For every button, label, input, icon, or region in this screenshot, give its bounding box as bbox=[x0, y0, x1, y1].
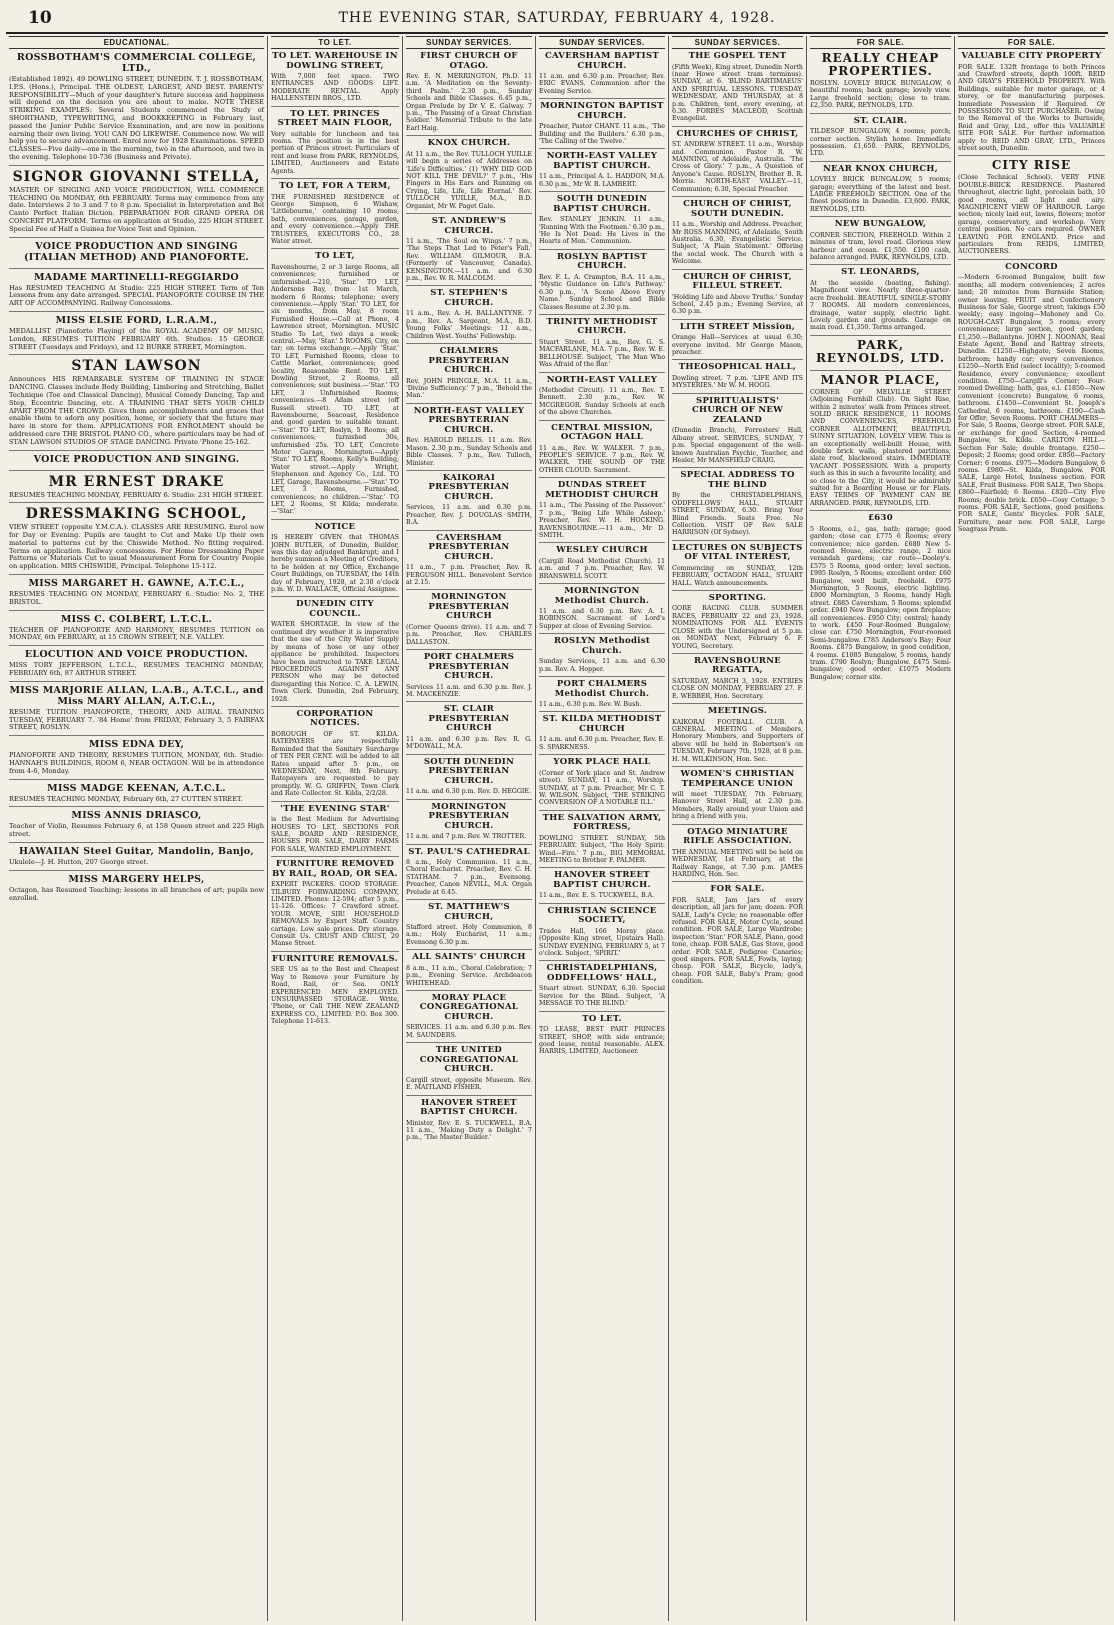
classified-ad bbox=[9, 614, 264, 647]
ad-body: At the seaside (boating, fishing). Magnificent view. Nearly three-quarter-acre freehold. BEAUTIFUL SINGLE-STORY 7 ROOMS. All modern conveniences, drainage, water supply, electric light. Lovely garden and grounds. Garage on main road. £1,350. Terms arranged. bbox=[810, 279, 951, 332]
ad-body: MASTER OF SINGING AND VOICE PRODUCTION, WILL COMMENCE TEACHING On MONDAY, 6th FEBRUARY. Terms may commence from any date. Interviews 2 to 3 and 7 to 8 p.m. Specialist in Interpretation and Bel Canto Perfect Italian Diction. PREPARATION FOR GRAND OPERA OR CONCERT PLATFORM. Terms on application at Studio, 225 HIGH STREET. Special Fee of Half a Guinea for Voice Test and Opinion. bbox=[9, 185, 264, 233]
classified-ad bbox=[810, 268, 951, 335]
ad-heading: THE GOSPEL TENT bbox=[688, 51, 787, 61]
ad-body: ROSLYN. LOVELY BRICK BUNGALOW, 6 beautiful rooms; back garage; lovely view. Large freehold section; close to tram. £2,350. PARK, REYNOLDS, LTD. bbox=[810, 80, 951, 110]
ad-heading: KNOX CHURCH. bbox=[427, 138, 511, 149]
classified-ad bbox=[406, 289, 532, 344]
newspaper-title: THE EVENING STAR, SATURDAY, FEBRUARY 4, 1928. bbox=[338, 10, 776, 26]
classified-ad bbox=[9, 506, 264, 575]
classified-ad bbox=[672, 885, 803, 988]
ad-heading: DRESSMAKING SCHOOL, bbox=[25, 506, 248, 523]
ad-heading: ST. KILDA METHODIST CHURCH bbox=[542, 714, 662, 734]
ad-body: (Established 1892). 49 DOWLING STREET, DUNEDIN. T. J. ROSSBOTHAM, I.P.S. (Hons.), Principal. THE OLDEST, LARGEST, AND BEST. PARENTS' RESPONSIBILITY—Much of your daughter's future success and happiness will depend on the decision you are about to make. NOTE THESE STRIKING EXAMPLES: Several Students commenced the Study of SHORTHAND, TYPEWRITING, and BOOKKEEPING in February last, passed the Junior Public Service Examination, and are now in positions earning their own living. YOU CAN DO LIKEWISE. Commence now. We will help you to secure advancement. Enrol now for 1928 Examinations. SPEED CLASSES—Five daily—one in the morning, two in the afternoon, and two in the evening. Telephone 10-736 (Business and Private). bbox=[9, 75, 264, 161]
ad-heading: TO LET. PRINCES STREET MAIN FLOOR, bbox=[277, 108, 393, 129]
classified-ad bbox=[672, 770, 803, 825]
ad-body: 11 a.m. and 6.30 p.m. Rev. D. HEGGIE. bbox=[406, 788, 531, 796]
ad-heading: VALUABLE CITY PROPERTY bbox=[961, 51, 1102, 61]
ad-body: (Corner Queens drive). 11 a.m. and 7 p.m. Preacher, Rev. CHARLES DALLASTON. bbox=[406, 623, 532, 646]
classified-ad bbox=[672, 471, 803, 540]
classified-ad bbox=[672, 273, 803, 320]
classified-ad bbox=[539, 318, 665, 373]
ad-body: RESUMES TEACHING ON MONDAY, FEBRUARY 6. Studio: No. 2, THE BRISTOL. bbox=[9, 590, 264, 606]
classified-ad bbox=[271, 955, 399, 1029]
classified-ad bbox=[406, 803, 532, 845]
ad-heading: DUNDAS STREET METHODIST CHURCH bbox=[545, 480, 659, 500]
ad-body: 11 a.m. and 6.30 p.m. Rev. A. I. ROBINSON. Sacrament of Lord's Supper at close of Evening Service. bbox=[539, 608, 665, 630]
ad-body: PIANOFORTE AND THEORY, RESUMES TUITION, MONDAY, 6th. Studio: HANNAH'S BUILDINGS, ROOM 6, NEAR OCTAGON. Will be in attendance from 4-6, Monday. bbox=[9, 751, 264, 775]
classified-ad bbox=[406, 758, 532, 800]
column-heading: SUNDAY SERVICES. bbox=[672, 36, 803, 49]
ad-heading: CITY RISE bbox=[991, 158, 1072, 173]
classified-ad bbox=[271, 110, 399, 179]
ad-heading: MR ERNEST DRAKE bbox=[48, 473, 225, 490]
ad-heading: HANOVER STREET BAPTIST CHURCH. bbox=[553, 870, 651, 890]
ad-body: Orange Hall—Services at usual 6.30; everyone invited. Mr George Mason, preacher. bbox=[672, 334, 803, 357]
classified-ad bbox=[9, 846, 264, 871]
ad-heading: MANOR PLACE, bbox=[820, 372, 941, 387]
classified-ad bbox=[672, 707, 803, 767]
ad-body: Stuart street. SUNDAY, 6.30. Special Service for the Blind. Subject, 'A MESSAGE TO THE BLIND.' bbox=[539, 985, 665, 1008]
ad-heading: TO LET. WAREHOUSE IN DOWLING STREET, bbox=[272, 51, 398, 71]
ad-body: (Methodist Circuit). 11 a.m., Rev. T. Bennett. 2.30 p.m., Rev. W. MCGREGOR. Sunday Schools at each of the above Churches. bbox=[539, 387, 665, 417]
column-sunday-services-2 bbox=[536, 36, 669, 1621]
ad-body: FOR SALE. 132ft frontage to both Princes and Crawford streets, depth 100ft. REID AND GRAY'S FREEHOLD PROPERTY. With Buildings, suitable for motor garage, or 4 storey, or for manufacturing purposes. Immediate Possession if Required. Or POSSESSION TO SUIT PURCHASER. Owing to the Removal of the Works to Burnside, Reid and Gray, Ltd., offer this VALUABLE SITE FOR SALE. For further information apply to REID AND GRAY, LTD., Princes street south, Dunedin. bbox=[958, 63, 1105, 152]
ad-heading: REALLY CHEAP PROPERTIES. bbox=[821, 51, 940, 78]
ad-body: MISS TORY JEFFERSON, L.T.C.L., RESUMES TEACHING MONDAY, FEBRUARY 6th, 87 ARTHUR STREET. bbox=[9, 661, 264, 678]
ad-heading: SPIRITUALISTS' CHURCH OF NEW ZEALAND bbox=[691, 395, 784, 425]
ad-heading: MORNINGTON BAPTIST CHURCH. bbox=[540, 101, 664, 121]
ad-heading: HANOVER STREET BAPTIST CHURCH. bbox=[420, 1097, 518, 1118]
ad-body: (Fifth Week), King street, Dunedin North (near Howe street tram terminus). SUNDAY, at 6. 'BLIND BARTIMAEUS' AND SPIRITUAL LESSONS. TUESDAY, WEDNESDAY, AND THURSDAY, at 8 p.m. Children, tent, every evening, at 6.30. FORBES MACLEOD, Scottish Evangelist. bbox=[672, 63, 803, 123]
ad-body: Octagon, has Resumed Teaching; lessons in all branches of art; pupils now enrolled. bbox=[9, 885, 264, 902]
ad-heading: ST. PAUL'S CATHEDRAL bbox=[408, 846, 530, 857]
classified-ad bbox=[271, 860, 399, 952]
classified-ad bbox=[9, 272, 264, 312]
ad-body: Commencing on SUNDAY, 12th FEBRUARY, OCTAGON HALL, STUART HALL. Watch announcements. bbox=[672, 564, 803, 587]
ad-body: GORE RACING CLUB. SUMMER RACES, FEBRUARY 22 and 23, 1928. NOMINATIONS FOR ALL EVENTS CLOSE with the Undersigned at 5 p.m. on MONDAY Next, February 6. F. YOUNG, Secretary. bbox=[672, 605, 803, 650]
ad-body: RESUMES TEACHING MONDAY, FEBRUARY 6. Studio: 231 HIGH STREET. bbox=[9, 490, 264, 499]
ad-heading: CHURCH OF CHRIST, FILLEUL STREET. bbox=[683, 271, 792, 292]
ad-body: Services 11 a.m. and 6.30 p.m. Rev. J. M. MACKENZIE. bbox=[406, 683, 532, 698]
classified-ad bbox=[406, 534, 532, 591]
ad-heading: TO LET. bbox=[582, 1013, 622, 1024]
ad-body: EXPERT PACKERS. GOOD STORAGE. TILBURY FORWARDING COMPANY, LIMITED. Phones: 12-594; after 5 p.m., 11-126. Offices: 7 Crawford street. YOUR MOVE, SIR! HOUSEHOLD REMOVALS by Expert Staff. Country cartage. Low sale prices. Dry storage. Consult Us. CRUST AND CRUST, 20 Manse Street. bbox=[271, 881, 399, 948]
ad-body: VIEW STREET (opposite Y.M.C.A.). CLASSES ARE RESUMING. Enrol now for Day or Evening. Pupils are taught to Cut and Make Up their own material to patterns cut by the Chiswide Method. No fitting required. Terms on application. Railway concessions. For Home Dressmaking Paper Patterns or Materials Cut to usual Measurement Form for Country People on application. MRS CHISWIDE, Principal. Telephone 15-112. bbox=[9, 523, 264, 571]
ad-heading: MADAME MARTINELLI-REGGIARDO bbox=[33, 271, 240, 283]
ad-heading: SPECIAL ADDRESS TO THE BLIND bbox=[680, 470, 795, 490]
classified-ad bbox=[9, 810, 264, 843]
ad-heading: DUNEDIN CITY COUNCIL. bbox=[296, 599, 374, 619]
classified-ad bbox=[406, 994, 532, 1043]
classified-ad bbox=[958, 263, 1105, 537]
ad-heading: THE SALVATION ARMY, FORTRESS, bbox=[542, 812, 662, 833]
classified-ad bbox=[672, 544, 803, 591]
classified-ad bbox=[406, 474, 532, 531]
ad-body: (Corner of York place and St. Andrew street). SUNDAY, 11 a.m., Worship. SUNDAY, at 7 p.m. Preacher, Mr C. T. W. WILSON. Subject, 'THE STRIKING CONVERSION OF A NOTABLE ILL.' bbox=[539, 769, 665, 807]
ad-heading: YORK PLACE HALL bbox=[553, 757, 651, 768]
classified-ad bbox=[958, 52, 1105, 156]
classified-ad bbox=[406, 139, 532, 214]
ad-heading: ST. STEPHEN'S CHURCH. bbox=[430, 288, 508, 308]
ad-body: —Modern 6-roomed Bungalow, built few months; all modern conveniences; 2 acres land; 20 minutes from Burnside Station; owner leaving. FRUIT and Confectionery Business for Sale, George street; takings £50 weekly; easy ingoing—Mahoney and Co. ROUGH-CAST Bungalow, 5 rooms; every convenience; large section, good garden; £1,250.—Ballantyne. JOHN J. NOONAN, Real Estate Agent, Bond and Rattray streets, Dunedin. £1250—Highgate; Seven Rooms, bathroom; handy car; every convenience. £1250—North End (select locality); 5-roomed Residence, every convenience; excellent condition. £750—Cargill's Corner; Four-roomed Dwelling; bath, gas, e.l. £1850—New convenient (concrete) Bungalow, 6 rooms, bathroom. £1450—Convenient St. Joseph's Cathedral, 6 rooms, bathroom. £190—Cash for Offer; Seven Rooms. PORT CHALMERS—For Sale, 5 Rooms, George street. FOR SALE, or exchange for good Section, 4-roomed Bungalow, St. Kilda. CARLTON HILL—Section For Sale; double frontage. £250—Deposit; 2 Rooms; good order. £850—Factory Corner; 6 rooms. £975—Modern Bungalow, 6 rooms. £980—St. Kilda, Bungalow. FOR SALE, Large Hotel, business section. FOR SALE, Fruit Business. FOR SALE, Two Shops. £860—Fairfield; 6 Rooms. £820—City Five Rooms; double brick. £650—Cosy Cottage; 5 rooms. FOR SALE, Sections, good positions. FOR SALE, Gents' Bicycles. FOR SALE, Furniture, near new. FOR SALE, Large Seagrass Pram. bbox=[958, 274, 1105, 534]
ad-heading: PARK, REYNOLDS, LTD. bbox=[815, 337, 946, 365]
ad-body: 11 a.m., 7 p.m. Preacher, Rev. R. FERGUSON HILL. Benevolent Service at 2.15. bbox=[406, 564, 532, 586]
ad-body: Minister, Rev. E. S. TUCKWELL, B.A. 11 a.m., 'Making Duty a Delight.' 7 p.m., 'The Master Builder.' bbox=[406, 1119, 532, 1142]
classified-ad bbox=[539, 195, 665, 250]
ad-body: (Cargill Road Methodist Church). 11 a.m. and 7 p.m. Preacher, Rev. W. BRANSWELL SCOTT. bbox=[539, 557, 665, 580]
ad-body: (Dunedin Branch), Forresters' Hall, Albany street. SERVICES, SUNDAY, 7 p.m. Special engagement of the well-known Australian Psychic, Teacher, and Healer, Mr MANSFIELD CRAIG. bbox=[672, 427, 803, 464]
classified-ad bbox=[810, 165, 951, 218]
column-sunday-services-1 bbox=[403, 36, 536, 1621]
classified-ad bbox=[406, 52, 532, 136]
ad-body: 11 a.m., Rev. E. S. TUCKWELL, B.A. bbox=[539, 892, 655, 900]
classified-ad bbox=[539, 253, 665, 315]
ad-body: FOR SALE, Jam Jars of every description, all jars for jam; dozen. FOR SALE, Lady's Cycle; no reasonable offer refused. FOR SALE, Motor Cycle, sound condition. FOR SALE, Large Wardrobe; inspection 'Star.' FOR SALE, Piano, good tone, cheap. FOR SALE, Gas Stove, good order. FOR SALE, Pedigree Canaries; good singers. FOR SALE, Fowls, laying; cheap. FOR SALE, Bicycle, lady's, cheap. FOR SALE, Baby's Pram; good condition. bbox=[672, 896, 803, 986]
column-educational bbox=[6, 36, 268, 1621]
classified-ad bbox=[539, 587, 665, 634]
ad-heading: SIGNOR GIOVANNI STELLA, bbox=[12, 168, 261, 185]
classified-ad bbox=[9, 874, 264, 906]
ad-heading: ST. CLAIR PRESBYTERIAN CHURCH bbox=[428, 704, 510, 734]
classified-ad bbox=[271, 710, 399, 802]
ad-body: Rev. STANLEY JENKIN. 11 a.m., 'Running With the Footmen.' 6.30 p.m., 'He Is Not Dead: He Lives in the Hearts of Men.' Communion. bbox=[539, 216, 665, 246]
ad-heading: ST. MATTHEW'S CHURCH, bbox=[428, 902, 510, 922]
classified-ad bbox=[539, 52, 665, 99]
classified-ad bbox=[9, 649, 264, 682]
ad-heading: SOUTH DUNEDIN BAPTIST CHURCH. bbox=[553, 194, 651, 214]
classified-ad bbox=[810, 374, 951, 512]
ad-heading: STAN LAWSON bbox=[71, 358, 202, 375]
ad-heading: CHRISTADELPHIANS, ODDFELLOWS' HALL, bbox=[546, 963, 658, 983]
ad-body: THE FURNISHED RESIDENCE of George Simpson, 6 Wishaw, 'Littlebourne,' containing 10 rooms, bath, conveniences, garage, garden, and every convenience.—Apply THE TRUSTEES, EXECUTORS CO., 28 Water street. bbox=[271, 193, 399, 245]
classified-ad bbox=[539, 814, 665, 869]
ad-heading: ST. CLAIR. bbox=[853, 115, 908, 126]
classified-ad bbox=[810, 514, 951, 684]
ad-body: 11 a.m., 'The Passing of the Passover.' 7 p.m., 'Being Life While Asleep.' Preacher, Rev. W. H. HOCKING. RAVENSBOURNE.—11 a.m., Mr D. SMITH. bbox=[539, 502, 665, 539]
ad-heading: CHALMERS PRESBYTERIAN CHURCH. bbox=[428, 346, 510, 376]
ad-heading: PORT CHALMERS Methodist Church. bbox=[554, 679, 650, 699]
classified-ad bbox=[539, 871, 665, 903]
ad-body: Ravensbourne, 2 or 3 large Rooms, all conveniences; furnished or unfurnished.—210, 'Star.' TO LET, Andersons Bay, from 1st March, modern 6 Rooms; telephone; every convenience.—Apply 'Star.' TO LET, for six months, from May, 8 room Furnished House.—Call at Phone, 4 Lawrence street, Mornington. MUSIC Studio To Let, two days a week; central.—May, 'Star.' 5 ROOMS, City, on tar; on terms exchange.—Apply 'Star.' TO LET, Furnished Rooms, close to Cattle Market, conveniences; good locality, Reasonable Rent. TO LET, Dowling Street, 2 Rooms, all conveniences; suit business.—'Star.' TO LET, 3 Unfurnished Rooms; conveniences.—8 Adam street (off Russell street). TO LET, at Ravensbourne, Seacoast, Residence and good garden to suitable tenant.—'Star.' TO LET, Roslyn, 5 Rooms; all conveniences; furnished 30s, unfurnished 25s. TO LET, Concrete Motor Garage, Mornington.—Apply 'Star.' TO LET, Rooms, Kelly's Building, Water street.—Apply Wright, Stephenson and Agency Co., Ltd. TO LET, Garage, Ravensbourne.—'Star.' TO LET, 3 Rooms, Furnished, conveniences; no children.—'Star.' TO LET, 2 Rooms, St Kilda; moderate.—'Star.' bbox=[271, 263, 399, 516]
ad-heading: MISS EDNA DEY, bbox=[88, 739, 185, 751]
ad-heading: KAIKORAI PRESBYTERIAN CHURCH. bbox=[428, 472, 510, 502]
ad-heading: MORNINGTON PRESBYTERIAN CHURCH bbox=[428, 592, 510, 622]
ad-heading: CENTRAL MISSION, OCTAGON HALL bbox=[551, 422, 653, 443]
ad-heading: NEAR KNOX CHURCH, bbox=[823, 163, 938, 174]
classified-ad bbox=[271, 805, 399, 858]
classified-ad bbox=[9, 739, 264, 779]
ad-body: 11 a.m. and 6.30 p.m. Preacher, Rev. ERIC EVANS. Communion after the Evening Service. bbox=[539, 73, 665, 95]
column-heading: FOR SALE. bbox=[958, 36, 1105, 49]
column-heading: EDUCATIONAL. bbox=[9, 36, 264, 49]
classified-ad bbox=[9, 474, 264, 504]
ad-body: Services, 11 a.m. and 6.30 p.m. Preacher, Rev. J. DOUGLAS SMITH, B.A. bbox=[406, 504, 532, 527]
ad-body: IS HEREBY GIVEN that THOMAS JOHN BUTLER, of Dunedin, Builder, was this day adjudged Bankrupt; and I hereby summon a Meeting of Creditors, to be holden at my Office, Exchange Court Buildings, on TUESDAY, the 14th day of February, 1928, at 2.30 o'clock p.m. W. D. WALLACE, Official Assignee. bbox=[271, 534, 399, 594]
ad-body: Preacher, Pastor CHANT. 11 a.m., 'The Building and the Builders.' 6.30 p.m., 'The Calling of the Twelve.' bbox=[539, 123, 665, 146]
ad-heading: NORTH-EAST VALLEY BAPTIST CHURCH. bbox=[546, 151, 658, 171]
ad-body: Has RESUMED TEACHING At Studio: 225 HIGH STREET. Term of Ten Lessons from any date arranged. SPECIAL PIANOFORTE COURSE IN THE ART OF ACCOMPANYING. Railway Concessions. bbox=[9, 283, 264, 308]
ad-heading: VOICE PRODUCTION AND SINGING (ITALIAN METHOD) AND PIANOFORTE. bbox=[24, 240, 249, 263]
classified-ad bbox=[672, 323, 803, 361]
ad-body: Rev. F. L. A. Crampton, B.A. 11 a.m., 'Mystic Guidance on Life's Pathway.' 6.30 p.m., 'A Scene Above Every Name.' Sunday School and Bible Classes Resume at 2.30 p.m. bbox=[539, 273, 665, 311]
ad-heading: LECTURES ON SUBJECTS OF VITAL INTEREST, bbox=[672, 542, 803, 563]
ad-body: (Close Technical School). VERY FINE DOUBLE-BRICK RESIDENCE. Plastered throughout, electric light, porcelain bath, 10 good rooms, all light and airy. MAGNIFICENT VIEW OF HARBOUR. Large section; nicely laid out, lawns, flowers; motor garage, conservatory, and workshop. Very central position. No cars required. OWNER LEAVING FOR ENGLAND. Price and particulars from REIDS, LIMITED, AUCTIONEERS. bbox=[958, 174, 1105, 256]
ad-heading: ELOCUTION AND VOICE PRODUCTION. bbox=[24, 649, 249, 661]
ad-body: RESUMES TEACHING MONDAY, February 6th, 27 CUTTEN STREET. bbox=[9, 794, 243, 803]
column-for-sale-1 bbox=[807, 36, 955, 1621]
ad-body: TILDESOF BUNGALOW, 4 rooms; porch; corner section. Stylish home. Immediate possession. £1,650. PARK, REYNOLDS, LTD. bbox=[810, 128, 951, 158]
ad-heading: MORNINGTON PRESBYTERIAN CHURCH. bbox=[428, 801, 510, 831]
ad-body: SATURDAY, MARCH 3, 1928. ENTRIES CLOSE ON MONDAY, FEBRUARY 27. F. E. WEBBER, Hon. Secretary. bbox=[672, 677, 803, 700]
ad-heading: 'THE EVENING STAR' bbox=[280, 803, 390, 814]
classified-ad bbox=[672, 363, 803, 393]
ad-body: Announces HIS REMARKABLE SYSTEM OF TRAINING IN STAGE DANCING. Classes include Body Building, Limbering and Stretching, Ballet Technique (Toe and Classical Dancing), Musical Comedy Dancing, Tap and Step, Eccentric Dancing, etc. A TRAINING THAT SETS YOUR CHILD APART FROM THE CROWD. Gives them accomplishments and graces that enable them to adorn any position, home, or society that the future may have in store for them. APPLICATIONS FOR ENROLMENT should be addressed care THE BRISTOL PIANO CO., where particulars may be had of STAN LAWSON STUDIOS OF STAGE DANCING. Private 'Phone 25-162. bbox=[9, 375, 264, 446]
classified-ad bbox=[810, 52, 951, 114]
classified-ad bbox=[406, 705, 532, 754]
ad-body: SERVICES. 11 a.m. and 6.30 p.m. Rev. M. SAUNDERS. bbox=[406, 1024, 532, 1039]
ad-body: ST. ANDREW STREET. 11 a.m., Worship and Communion. Pastor R. W. MANNING, of Adelaide, Australia. 'The Cross of Glory.' 7 p.m., A Question of Anyone's Cause. ROSLYN, Brother B. R. Morris. NORTH-EAST VALLEY.—11, Communion; 6.30, Special Preacher. bbox=[672, 141, 803, 193]
classified-ad bbox=[406, 848, 532, 901]
ad-heading: FURNITURE REMOVED BY RAIL, ROAD, OR SEA. bbox=[272, 859, 398, 879]
ad-body: RESUME TUITION PIANOFORTE, THEORY, AND AURAL TRAINING TUESDAY, FEBRUARY 7. '84 Home' from FRIDAY, February 3, 5 FAIRFAX STREET, ROSLYN. bbox=[9, 707, 264, 732]
ad-body: 8 a.m., Holy Communion. 11 a.m., Choral Eucharist. Preacher, Rev. C. H. STATHAM. 7 p.m., Evensong. Preacher, Canon NEVILL, M.A. Organ Prelude at 6.45. bbox=[406, 859, 532, 896]
ad-body: By the CHRISTADELPHIANS, ODDFELLOWS' HALL, STUART STREET, SUNDAY, 6.30. Bring Your Blind Friends. Seats Free. No Collection. VISIT OF Rev. SALE HARRISON (Of Sydney). bbox=[672, 492, 803, 537]
classified-ad bbox=[539, 964, 665, 1011]
ad-body: Rev. HAROLD BELLIS. 11 a.m. Rev. Mason. 2.30 p.m., Sunday Schools and Bible Classes. 7 p.m., Rev. Tulloch, Minister. bbox=[406, 437, 532, 467]
classified-ad bbox=[672, 397, 803, 469]
classified-ad bbox=[9, 578, 264, 611]
columns-container bbox=[6, 36, 1108, 1621]
ad-heading: FURNITURE REMOVALS. bbox=[272, 953, 398, 964]
ad-heading: HAWAIIAN Steel Guitar, Mandolin, Banjo, bbox=[18, 846, 255, 858]
classified-ad bbox=[406, 217, 532, 286]
ad-body: will meet TUESDAY, 7th February, Hanover Street Hall, at 2.30 p.m. Members, Rally around your Union and bring a friend with you. bbox=[672, 791, 803, 821]
classified-ad bbox=[810, 117, 951, 162]
classified-ad bbox=[9, 454, 264, 471]
ad-heading: PORT CHALMERS PRESBYTERIAN CHURCH. bbox=[423, 652, 515, 682]
classified-ad bbox=[9, 241, 264, 269]
ad-heading: NORTH-EAST VALLEY bbox=[546, 374, 658, 385]
column-heading: SUNDAY SERVICES. bbox=[539, 36, 665, 49]
classified-ad bbox=[672, 594, 803, 654]
ad-body: Sunday Services, 11 a.m. and 6.30 p.m. Rev. A. Hopper. bbox=[539, 658, 665, 673]
ad-heading: ALL SAINTS' CHURCH bbox=[412, 952, 526, 963]
classified-ad bbox=[810, 220, 951, 265]
column-heading: FOR SALE. bbox=[810, 36, 951, 49]
column-sunday-services-3 bbox=[669, 36, 807, 1621]
classified-ad bbox=[539, 907, 665, 962]
ad-body: 11 a.m., Rev. A. H. BALLANTYNE. 7 p.m., Rev. A. Sargeant, M.A., B.D. Young Folks' Meetings: 11 a.m., Children West. Youths' Fellowship. bbox=[406, 310, 532, 340]
ad-heading: TO LET, bbox=[315, 251, 355, 262]
classified-ad bbox=[539, 481, 665, 543]
ad-body: Trades Hall, 166 Moray place. (Opposite King street, Upstairs Hall). SUNDAY EVENING, FEBRUARY 5, at 7 o'clock. Subject, 'SPIRIT.' bbox=[539, 927, 665, 958]
ad-heading: £630 bbox=[868, 513, 893, 524]
classified-ad bbox=[406, 953, 532, 991]
ad-heading: MISS MARGERY HELPS, bbox=[68, 873, 205, 885]
ad-heading: MORAY PLACE CONGREGATIONAL CHURCH. bbox=[419, 992, 519, 1022]
ad-body: 11 a.m., Rev. W. WALKER. 7 p.m., PEOPLE'S SERVICE. 7 p.m., Rev. W. WALKER. THE SOUND OF THE OTHER CLOUD. Sacrament. bbox=[539, 444, 665, 474]
classified-ad bbox=[958, 159, 1105, 259]
classified-ad bbox=[9, 52, 264, 166]
classified-ad bbox=[9, 358, 264, 450]
classified-ad bbox=[672, 200, 803, 269]
ad-body: MEDALLIST (Pianoforte Playing) of the ROYAL ACADEMY OF MUSIC, London, RESUMES TUITION FEBRUARY 6th. Studios: 15 GEORGE STREET (Tuesdays and Fridays), and 12 BURKE STREET, Mornington. bbox=[9, 326, 264, 351]
ad-heading: CONCORD bbox=[1005, 261, 1058, 272]
ad-heading: MEETINGS. bbox=[707, 706, 768, 717]
ad-heading: CORPORATION NOTICES. bbox=[296, 708, 374, 729]
classified-ad bbox=[672, 657, 803, 704]
classified-ad bbox=[539, 152, 665, 192]
ad-body: Cargill street, opposite Museum. Rev. E. MAITLAND FISHER. bbox=[406, 1076, 532, 1092]
ad-heading: SOUTH DUNEDIN PRESBYTERIAN CHURCH. bbox=[423, 756, 515, 786]
classified-ad bbox=[539, 637, 665, 677]
ad-body: LOVELY BRICK BUNGALOW, 5 rooms; garage; everything of the latest and best. LARGE FREEHOLD SECTION. One of the finest positions in Dunedin. £3,600. PARK, REYNOLDS, LTD. bbox=[810, 176, 951, 213]
column-heading: SUNDAY SERVICES. bbox=[406, 36, 532, 49]
classified-ad bbox=[672, 130, 803, 197]
ad-body: Rev. JOHN PRINGLE, M.A. 11 a.m., 'Divine Sufficiency.' 7 p.m., 'Behold the Man.' bbox=[406, 377, 532, 400]
ad-body: CORNER OF MELVILLE STREET (Adjoining Fernhill Club). On Sight Rise, within 2 minutes' walk from Princes street. SOLID BRICK RESIDENCE, 11 ROOMS AND CONVENIENCES, FREEHOLD CORNER ALLOTMENT, BEAUTIFUL SUNNY SITUATION, LOVELY VIEW. This is an exceptionally well-built House, with double brick walls, plastered partitions, slate roof, blackwood stairs. IMMEDIATE VACANT POSSESSION. With a property such as this in such a favourite locality, and so close to the City, it would be admirably suited for a Boarding House or for Flats. EASY TERMS OF PAYMENT CAN BE ARRANGED. PARK, REYNOLDS, LTD. bbox=[810, 388, 951, 507]
classified-ad bbox=[539, 546, 665, 584]
masthead bbox=[6, 8, 1108, 34]
ad-heading: ST. ANDREW'S CHURCH. bbox=[431, 216, 507, 236]
column-for-sale-2 bbox=[955, 36, 1108, 1621]
ad-heading: WESLEY CHURCH bbox=[556, 545, 648, 556]
ad-body: 5 Rooms, e.l., gas, bath; garage; good garden; close car. £775 6 Rooms; every convenience; nice garden. £680 New 5-roomed House, electric range, 2 nice verandah gardens; car route—Dooley's. £575 5 Rooms, good order; level section. £995 Roslyn, 5 Rooms; excellent order. £60 Bungalow, well built, freehold. £975 Mornington, 5 Rooms, electric lighting. £800 Mornington, 5 Rooms, handy High street. £885 Caversham, 5 Rooms; splendid order. £940 New Bungalow; open fireplace; all conveniences. £950 City; central; handy to work. £450 Four-Roomed Bungalow; close car. £750 Mornington, Four-roomed Semi-bungalow. £785 Anderson's Bay; Four Rooms. £875 Bungalow, in good condition, 4 rooms. £1085 Bungalow, 5 rooms, handy tram. £790 Roslyn; Bungalow. £475 Semi-bungalow; good order. £1075 Modern Bungalow; corner site. bbox=[810, 525, 951, 681]
ad-body: 8 a.m., 11 a.m., Choral Celebration; 7 p.m., Evening Service. Archdeacon WHITEHEAD. bbox=[406, 964, 532, 987]
column-heading: TO LET. bbox=[271, 36, 399, 49]
classified-ad bbox=[406, 653, 532, 702]
ad-heading: TO LET, FOR A TERM, bbox=[279, 181, 391, 192]
ad-heading: SPORTING. bbox=[708, 592, 767, 603]
ad-heading: MORNINGTON Methodist Church. bbox=[554, 586, 650, 606]
ad-body: Teacher of Violin, Resumes February 6, at 158 Queen street and 225 High street. bbox=[9, 822, 264, 839]
classified-ad bbox=[539, 102, 665, 149]
ad-heading: RAVENSBOURNE REGATTA, bbox=[693, 655, 782, 676]
classified-ad bbox=[810, 339, 951, 371]
ad-heading: CAVERSHAM PRESBYTERIAN CHURCH. bbox=[428, 532, 510, 562]
ad-body: 11 a.m. and 7 p.m. Rev. W. TROTTER. bbox=[406, 833, 527, 841]
classified-ad bbox=[271, 600, 399, 706]
classified-ad bbox=[271, 52, 399, 107]
classified-ad bbox=[539, 1015, 665, 1059]
ad-body: Stafford street. Holy Communion, 8 a.m.; Holy Eucharist, 11 a.m.; Evensong 6.30 p.m. bbox=[406, 924, 532, 946]
ad-heading: CHRISTIAN SCIENCE SOCIETY, bbox=[547, 905, 657, 926]
ad-body: 11 a.m. and 6.30 p.m. Rev. R. G. M'DOWALL, M.A. bbox=[406, 735, 532, 751]
ad-heading: ROSLYN Methodist Church. bbox=[553, 636, 651, 656]
ad-heading: MISS C. COLBERT, L.T.C.L. bbox=[60, 613, 213, 625]
column-to-let bbox=[268, 36, 403, 1621]
classified-ad bbox=[539, 758, 665, 811]
ad-heading: VOICE PRODUCTION AND SINGING. bbox=[33, 453, 240, 465]
ad-heading: NORTH-EAST VALLEY PRESBYTERIAN CHURCH. bbox=[413, 405, 525, 435]
ad-heading: CAVERSHAM BAPTIST CHURCH. bbox=[544, 51, 660, 71]
ad-heading: TRINITY METHODIST CHURCH. bbox=[546, 316, 658, 337]
classified-ad bbox=[672, 52, 803, 127]
ad-heading: THEOSOPHICAL HALL, bbox=[678, 362, 797, 373]
classified-ad bbox=[539, 715, 665, 755]
ad-heading: MISS MARGARET H. GAWNE, A.T.C.L., bbox=[28, 578, 245, 590]
classified-ad bbox=[539, 376, 665, 421]
classified-ad bbox=[672, 828, 803, 883]
ad-body: TEACHER OF PIANOFORTE AND HARMONY, RESUMES TUITION on MONDAY, 6th FEBRUARY, at 15 CROWN STREET, N.E. VALLEY. bbox=[9, 625, 264, 642]
ad-heading: CHURCHES OF CHRIST, bbox=[676, 128, 799, 139]
ad-body: At 11 a.m., the Rev. TULLOCH YUILLE will begin a series of Addresses on 'Life's Difficulties.' (1) 'WHY DID GOD NOT KILL THE DEVIL?' 7 p.m., 'His Fingers in His Ears and Running on Crying, Life, Life, Life Eternal.' Rev. TULLOCH YUILLE, M.A., B.D. Organist, Mr W. Paget Gale. bbox=[406, 150, 532, 210]
ad-heading: WOMEN'S CHRISTIAN TEMPERANCE UNION bbox=[680, 769, 795, 789]
classified-ad bbox=[406, 1099, 532, 1145]
ad-heading: THE UNITED CONGREGATIONAL CHURCH. bbox=[419, 1045, 519, 1075]
classified-ad bbox=[271, 252, 399, 519]
classified-ad bbox=[406, 593, 532, 650]
classified-ad bbox=[9, 685, 264, 736]
classified-ad bbox=[9, 315, 264, 355]
ad-body: Dowling street. 7 p.m. 'LIFE AND ITS MYSTERIES.' Mr W. M. HOGG. bbox=[672, 374, 803, 390]
ad-body: WATER SHORTAGE. In view of the continued dry weather it is imperative that the use of the City Water Supply by means of hose or any other appliance be prohibited. Inspectors have been instructed to TAKE LEGAL PROCEEDINGS AGAINST ANY PERSON who may be detected disregarding this Notice. C. A. LEWIN, Town Clerk. Dunedin, 2nd February, 1928. bbox=[271, 621, 399, 703]
ad-body: DOWLING STREET. SUNDAY, 5th FEBRUARY. Subject, 'The Holy Spirit: Wind—Fire.' 7 p.m., BIG MEMORIAL MEETING to Brother F. PALMER. bbox=[539, 834, 665, 865]
page-number: 10 bbox=[28, 8, 52, 28]
classified-ad bbox=[406, 903, 532, 950]
ad-heading: FOR SALE. bbox=[710, 884, 765, 895]
ad-heading: OTAGO MINIATURE RIFLE ASSOCIATION. bbox=[683, 826, 792, 847]
ad-body: 11 a.m., 6.30 p.m. Rev. W. Bush. bbox=[539, 701, 642, 709]
ad-body: Rev. E. N. MERRINGTON, Ph.D. 11 a.m. 'A Meditation on the Seventy-third Psalm.' 2.30 p.m., Sunday Schools and Bible Classes. 6.45 p.m., Organ Prelude by Dr V. E. Galway. 7 p.m., 'The Passing of a Great Christian Soldier.' Memorial Tribute to the late Earl Haig. bbox=[406, 73, 532, 132]
ad-body: TO LEASE, BEST PART PRINCES STREET, SHOP, with side entrance; good lease, rental reasonable. ALEX. HARRIS, LIMITED, Auctioneer. bbox=[539, 1026, 665, 1056]
classified-ad bbox=[9, 783, 264, 808]
ad-heading: NEW BUNGALOW, bbox=[834, 219, 927, 230]
ad-heading: MISS ANNIS DRIASCO, bbox=[71, 810, 202, 822]
ad-heading: FIRST CHURCH OF OTAGO. bbox=[420, 51, 518, 71]
ad-body: is the Best Medium for Advertising HOUSES TO LET, SECTIONS FOR SALE, BOARD AND RESIDENCE, HOUSES FOR SALE, DAIRY FARMS FOR SALE, WANTED EMPLOYMENT. bbox=[271, 816, 399, 853]
ad-body: 'Holding Life and Above Truths.' Sunday School, 2.45 p.m.; Evening Service, at 6.30 p.m. bbox=[672, 293, 803, 316]
ad-body: 11 a.m. and 6.30 p.m. Preacher, Rev. E. S. SPARKNESS. bbox=[539, 736, 665, 751]
ad-body: 11 a.m., Principal A. L. HADDON, M.A. 6.30 p.m., Mr W. B. LAMBERT. bbox=[539, 173, 665, 188]
ad-body: THE ANNUAL MEETING will be held on WEDNESDAY, 1st February, at the Railway Range, at 7.30 p.m. JAMES HARDING, Hon. Sec. bbox=[672, 848, 803, 878]
ad-body: 11 a.m., 'The Soul on Wings.' 7 p.m., 'The Steps That Led to Peter's Fall.' Rev. WILLIAM GILMOUR, B.A. (Formerly of Vancouver, Canada). KENSINGTON.—11 a.m. and 6.30 p.m., Rev. W. R. MALCOLM. bbox=[406, 238, 532, 283]
ad-body: With 7,000 feet space. TWO ENTRANCES AND GOODS LIFT. MODERATE RENTAL. Apply HALLENSTEIN BROS., LTD. bbox=[271, 73, 399, 103]
classified-ad bbox=[406, 347, 532, 404]
ad-body: KAIKORAI FOOTBALL CLUB. A GENERAL MEETING of Members, Honorary Members, and Supporters of above will be held in Robertson's on TUESDAY, February 7th, 1928, at 8 p.m. H. M. WILKINSON, Hon. Sec. bbox=[672, 718, 803, 763]
classified-ad bbox=[539, 680, 665, 712]
ad-heading: ST. LEONARDS, bbox=[841, 267, 920, 278]
classified-ad bbox=[9, 169, 264, 238]
ad-heading: MISS MARJORIE ALLAN, L.A.B., A.T.C.L., and Miss MARY ALLAN, A.T.C.L., bbox=[9, 684, 264, 707]
classified-ad bbox=[406, 407, 532, 471]
ad-heading: ROSSBOTHAM'S COMMERCIAL COLLEGE, LTD., bbox=[16, 52, 257, 74]
classified-ad bbox=[539, 424, 665, 479]
ad-heading: NOTICE bbox=[314, 521, 356, 532]
ad-body: CORNER SECTION, FREEHOLD. Within 2 minutes of tram, level road. Glorious view harbour and ocean. £1,550. £100 cash, balance arranged. PARK, REYNOLDS, LTD. bbox=[810, 231, 951, 261]
classified-ad bbox=[271, 182, 399, 249]
ad-body: 11 a.m., Worship and Address. Preacher, Mr ROSS MANNING, of Adelaide, South Australia. 6.30, Evangelistic Service. Subject, 'A Plain Statement.' Offering the social week. The Church with a Welcome. bbox=[672, 221, 803, 266]
ad-body: Very suitable for luncheon and tea rooms. The position is in the best portion of Princes street. Particulars of rent and lease from PARK, REYNOLDS, LIMITED, Auctioneers and Estate Agents. bbox=[271, 130, 399, 175]
classified-ad bbox=[406, 1046, 532, 1095]
ad-body: BOROUGH OF ST. KILDA. RATEPAYERS are respectfully Reminded that the Sanitary Surcharge of TEN PER CENT. will be added to all Rates unpaid after 5 p.m., on WEDNESDAY, Next, 8th February. Ratepayers are requested to pay promptly. W. G. GRIFFIN, Town Clerk and Rate Collector. St. Kilda, 2/2/28. bbox=[271, 730, 399, 798]
ad-body: Ukulele—J. H. Hutton, 207 George street. bbox=[9, 858, 149, 867]
ad-heading: MISS MADGE KEENAN, A.T.C.L. bbox=[47, 782, 226, 794]
ad-body: Stuart Street. 11 a.m., Rev. G. S. MACFARLANE, M.A. 7 p.m., Rev. W. E. BELLHOUSE. Subject, 'The Man Who Was Afraid of the Bar.' bbox=[539, 338, 665, 369]
ad-heading: LITH STREET Mission, bbox=[679, 321, 796, 332]
ad-heading: CHURCH OF CHRIST, SOUTH DUNEDIN. bbox=[683, 199, 792, 219]
ad-heading: MISS ELSIE FORD, L.R.A.M., bbox=[55, 314, 218, 326]
ad-body: SEE US as to the Best and Cheapest Way to Remove your Furniture by Road, Rail, or Sea. ONLY EXPERIENCED MEN EMPLOYED. UNSURPASSED STORAGE. Write, 'Phone, or Call THE NEW ZEALAND EXPRESS CO., LIMITED. P.O. Box 300. Telephone 11-613. bbox=[271, 966, 399, 1026]
ad-heading: ROSLYN BAPTIST CHURCH. bbox=[557, 251, 647, 272]
classified-ad bbox=[271, 523, 399, 598]
